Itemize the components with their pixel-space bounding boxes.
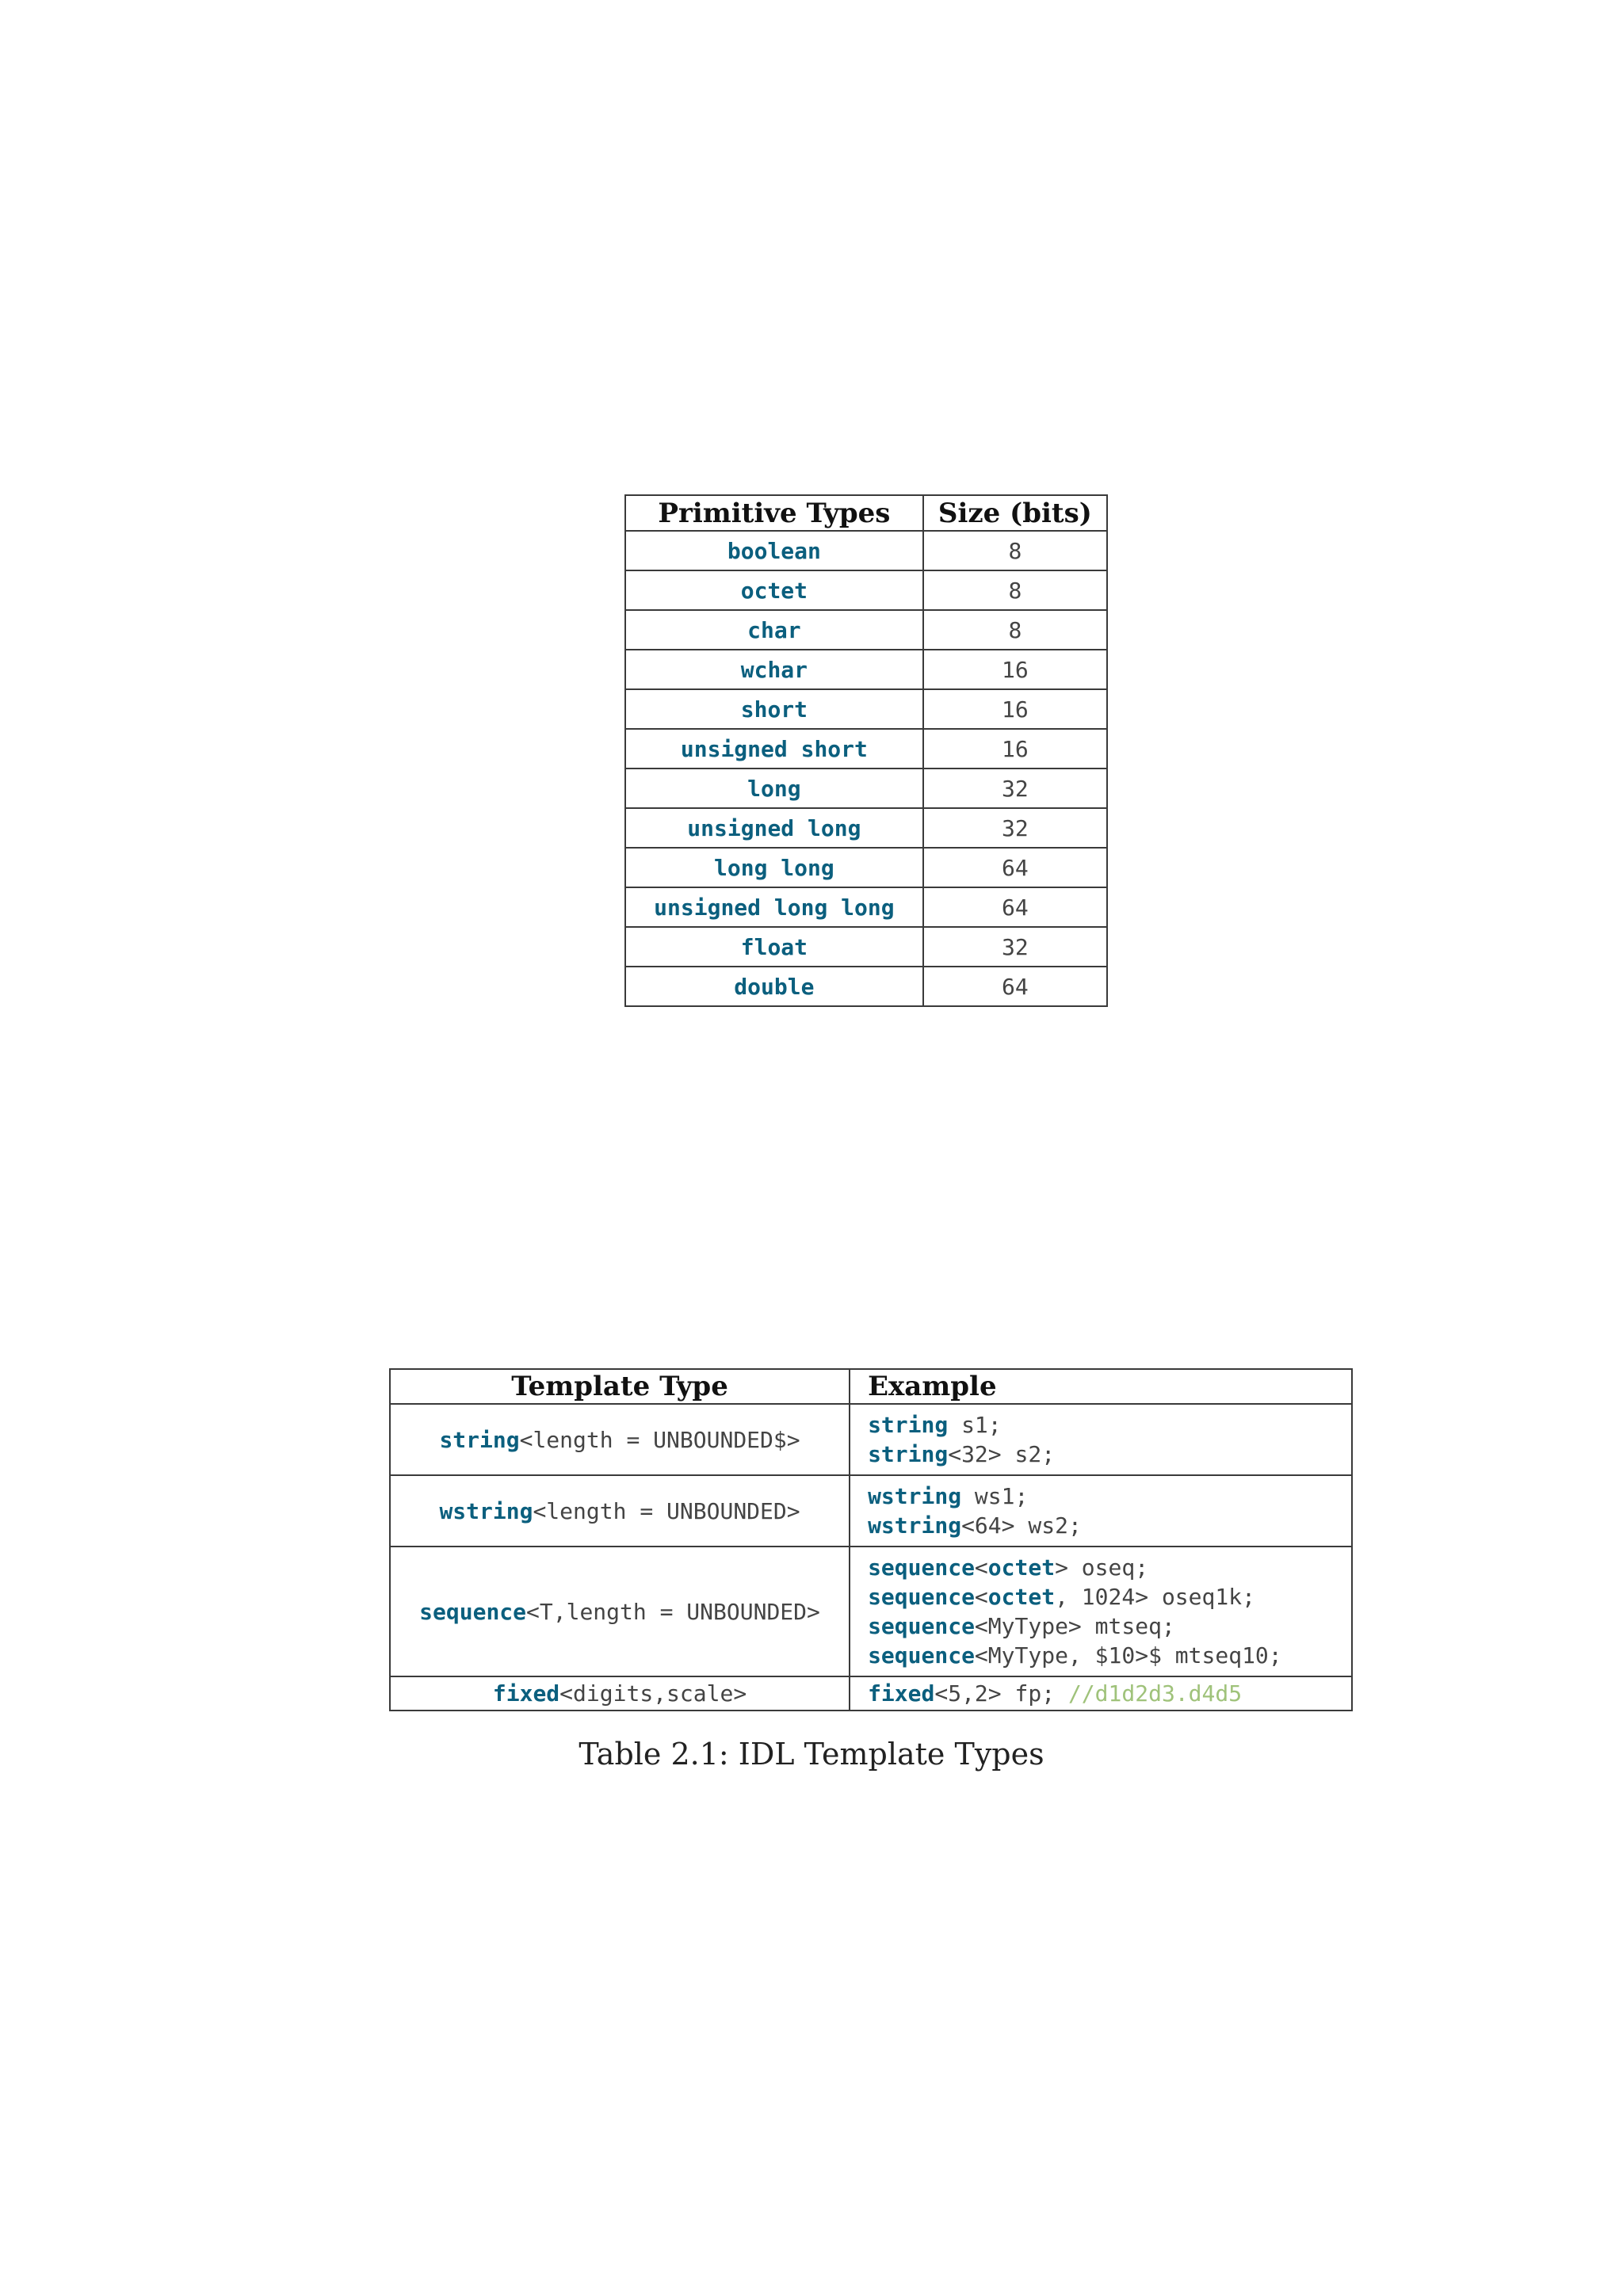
code-keyword: sequence bbox=[868, 1554, 975, 1581]
size-cell: 32 bbox=[923, 769, 1107, 808]
code-text: < bbox=[974, 1554, 988, 1581]
code-keyword: string bbox=[868, 1412, 949, 1438]
type-keyword: fixed bbox=[492, 1680, 560, 1707]
primitive-type-cell: float bbox=[625, 927, 923, 967]
type-params: <digits,scale> bbox=[559, 1680, 747, 1707]
table-row bbox=[625, 729, 1107, 769]
code-text: ws1; bbox=[961, 1483, 1029, 1509]
table-row bbox=[625, 808, 1107, 848]
template-type-cell bbox=[390, 1676, 850, 1711]
primitive-type-cell: boolean bbox=[625, 531, 923, 570]
primitive-type-cell: octet bbox=[625, 570, 923, 610]
primitive-type-cell: wchar bbox=[625, 650, 923, 689]
table-row bbox=[625, 650, 1107, 689]
primitive-type-cell: long bbox=[625, 769, 923, 808]
size-cell: 64 bbox=[923, 848, 1107, 887]
template-type-header: Template Type bbox=[390, 1369, 850, 1404]
code-line bbox=[868, 1611, 1351, 1641]
example-cell bbox=[850, 1547, 1352, 1676]
code-text: <MyType> mtseq; bbox=[974, 1613, 1175, 1639]
code-line bbox=[868, 1641, 1351, 1670]
primitive-type-cell: char bbox=[625, 610, 923, 650]
type-params: <length = UNBOUNDED$> bbox=[519, 1426, 800, 1453]
table-row bbox=[625, 610, 1107, 650]
size-cell: 32 bbox=[923, 927, 1107, 967]
primitive-type-cell: unsigned short bbox=[625, 729, 923, 769]
type-params: <length = UNBOUNDED> bbox=[533, 1497, 800, 1524]
example-cell bbox=[850, 1404, 1352, 1475]
code-line bbox=[868, 1679, 1351, 1708]
size-cell: 16 bbox=[923, 650, 1107, 689]
template-header-row bbox=[390, 1369, 1352, 1404]
table-row bbox=[625, 927, 1107, 967]
size-bits-header: Size (bits) bbox=[923, 495, 1107, 531]
code-text: <MyType, $10>$ mtseq10; bbox=[974, 1642, 1282, 1669]
primitive-types-table bbox=[624, 494, 1108, 1007]
size-cell: 8 bbox=[923, 610, 1107, 650]
code-text: > oseq; bbox=[1055, 1554, 1149, 1581]
primitive-types-header: Primitive Types bbox=[625, 495, 923, 531]
type-keyword: wstring bbox=[439, 1497, 533, 1524]
code-keyword: wstring bbox=[868, 1512, 962, 1539]
code-text: , 1024> oseq1k; bbox=[1055, 1584, 1255, 1610]
table-row bbox=[625, 689, 1107, 729]
template-type-cell bbox=[390, 1404, 850, 1475]
table-row bbox=[625, 967, 1107, 1006]
table-row bbox=[390, 1676, 1352, 1711]
primitive-type-cell: double bbox=[625, 967, 923, 1006]
code-line bbox=[868, 1410, 1351, 1440]
code-keyword: octet bbox=[987, 1554, 1056, 1581]
code-line bbox=[868, 1440, 1351, 1469]
code-keyword: wstring bbox=[868, 1483, 962, 1509]
code-text: < bbox=[974, 1584, 988, 1610]
size-cell: 64 bbox=[923, 967, 1107, 1006]
size-cell: 16 bbox=[923, 689, 1107, 729]
code-line bbox=[868, 1482, 1351, 1511]
size-cell: 64 bbox=[923, 887, 1107, 927]
code-text: <5,2> fp; bbox=[934, 1680, 1068, 1707]
table-row bbox=[390, 1547, 1352, 1676]
size-cell: 8 bbox=[923, 570, 1107, 610]
size-cell: 16 bbox=[923, 729, 1107, 769]
primitive-type-cell: unsigned long long bbox=[625, 887, 923, 927]
table-row bbox=[625, 769, 1107, 808]
type-params: <T,length = UNBOUNDED> bbox=[526, 1598, 820, 1625]
size-cell: 8 bbox=[923, 531, 1107, 570]
code-line bbox=[868, 1582, 1351, 1611]
template-type-cell bbox=[390, 1475, 850, 1547]
example-cell bbox=[850, 1676, 1352, 1711]
table-caption: Table 2.1: IDL Template Types bbox=[579, 1737, 1044, 1772]
example-cell bbox=[850, 1475, 1352, 1547]
example-header: Example bbox=[850, 1369, 1352, 1404]
primitive-type-cell: long long bbox=[625, 848, 923, 887]
table-row bbox=[390, 1404, 1352, 1475]
code-text: <64> ws2; bbox=[961, 1512, 1082, 1539]
code-keyword: sequence bbox=[868, 1642, 975, 1669]
type-keyword: string bbox=[439, 1426, 520, 1453]
code-line bbox=[868, 1511, 1351, 1540]
code-text: <32> s2; bbox=[948, 1441, 1056, 1467]
primitive-header-row bbox=[625, 495, 1107, 531]
code-keyword: octet bbox=[987, 1584, 1056, 1610]
table-row bbox=[390, 1475, 1352, 1547]
table-row bbox=[625, 570, 1107, 610]
template-types-table bbox=[389, 1368, 1353, 1711]
primitive-type-cell: unsigned long bbox=[625, 808, 923, 848]
code-keyword: string bbox=[868, 1441, 949, 1467]
code-keyword: fixed bbox=[868, 1680, 935, 1707]
code-comment: //d1d2d3.d4d5 bbox=[1067, 1680, 1243, 1707]
table-row bbox=[625, 887, 1107, 927]
size-cell: 32 bbox=[923, 808, 1107, 848]
template-type-cell bbox=[390, 1547, 850, 1676]
code-keyword: sequence bbox=[868, 1584, 975, 1610]
table-row bbox=[625, 848, 1107, 887]
primitive-type-cell: short bbox=[625, 689, 923, 729]
table-row bbox=[625, 531, 1107, 570]
code-text: s1; bbox=[948, 1412, 1002, 1438]
type-keyword: sequence bbox=[419, 1598, 527, 1625]
code-keyword: sequence bbox=[868, 1613, 975, 1639]
code-line bbox=[868, 1553, 1351, 1582]
